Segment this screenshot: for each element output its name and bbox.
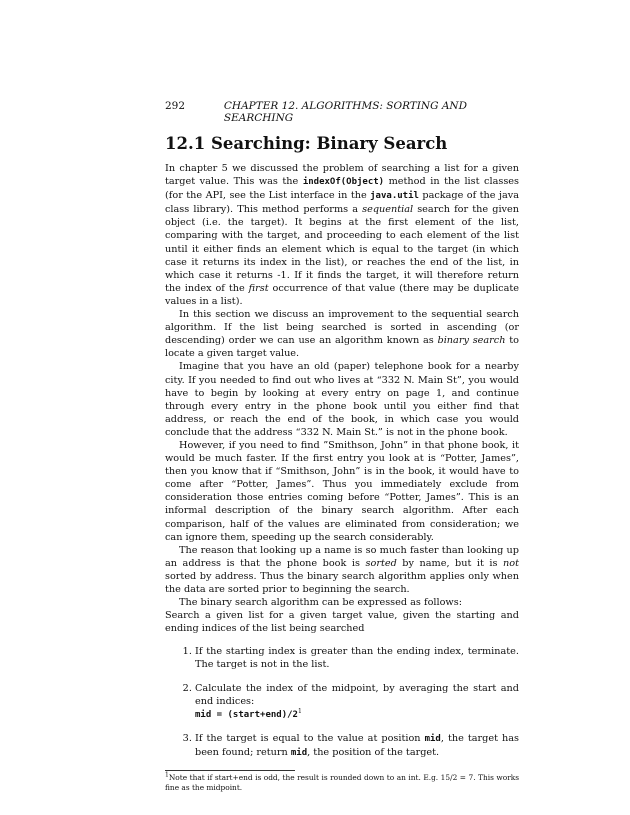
- footnote-ref: 1: [297, 707, 302, 715]
- chapter-heading: CHAPTER 12. ALGORITHMS: SORTING AND SEARCHING: [223, 100, 468, 124]
- paragraph-1: In chapter 5 we discussed the problem of searching a list for a given target value. This was the indexOf(Object) method in the list classes (for the API, see the List interface in the java.util package of the java class library). This method performs a sequential search for the given object (i.e. the target). It begins at the first element of the list, comparing with the target, and proceeding to each element of the list until it either finds an element which is equal to the target (in which case it returns its index in the list), or reaches the end of the list, in which case it returns -1. If it finds the target, it will therefore return the index of the first occurrence of that value (there may be duplicate values in a list).: [165, 163, 520, 307]
- list-item: 2. Calculate the index of the midpoint, by averaging the start and end indices: mid = $(start+end)/2^1$: [195, 682, 519, 722]
- running-header: [165, 100, 519, 124]
- algorithm-steps: [165, 645, 519, 760]
- paragraph-6: The binary search algorithm can be expressed as follows:: [179, 597, 462, 609]
- footnote-rule: [165, 770, 295, 771]
- code-indexof: indexOf(Object): [302, 177, 385, 188]
- list-item: 3. If the target is equal to the value at position mid, the target has been found; return mid, the position of the target.: [195, 732, 519, 760]
- paragraph-4: However, if you need to find ”Smithson, John” in that phone book, it would be much faster. If the first entry you look at is “Potter, James”, then you know that if “Smithson, John” is in the book, it would have to come after “Potter, James”. Thus you immediately exclude from consideration those entries coming before “Potter, James”. This is an informal description of the binary search algorithm. After each comparison, half of the values are eliminated from consideration; we can ignore them, speeding up the search considerably.: [165, 439, 519, 543]
- paragraph-2: In this section we discuss an improvement to the sequential search algorithm. If the list being searched is sorted in ascending (or descending) order we can use an algorithm known as binary search to locate a given target value.: [165, 309, 519, 360]
- body-text: [165, 162, 519, 793]
- paragraph-7: Search a given list for a given target value, given the starting and ending indices of the list being searched: [165, 610, 519, 635]
- footnote: $^1$Note that if start+end is odd, the result is rounded down to an int. E.g. 15/2 = 7. This works fine as the midpoint.: [165, 771, 519, 793]
- list-item: 1. If the starting index is greater than the ending index, terminate. The target is not in the list.: [195, 645, 519, 671]
- section-title: [165, 132, 519, 154]
- code-java-util: java.util: [370, 191, 419, 202]
- page: [165, 100, 519, 793]
- code-mid: mid = (start+end)/2: [195, 709, 298, 720]
- section-name: Searching: Binary Search: [211, 133, 448, 153]
- paragraph-3: Imagine that you have an old (paper) telephone book for a nearby city. If you needed to find out who lives at “332 N. Main St”, you would have to begin by looking at every entry on page 1, and continue through every entry in the phone book until you either find that address, or reach the end of the book, in which case you would conclude that the address “332 N. Main St.” is not in the phone book.: [165, 361, 519, 438]
- page-number: 292: [165, 100, 186, 112]
- paragraph-5: The reason that looking up a name is so much faster than looking up an address is that the phone book is sorted by name, but it is not sorted by address. Thus the binary search algorithm applies only when the data are sorted prior to beginning the search.: [165, 544, 520, 595]
- section-number: 12.1: [165, 133, 206, 153]
